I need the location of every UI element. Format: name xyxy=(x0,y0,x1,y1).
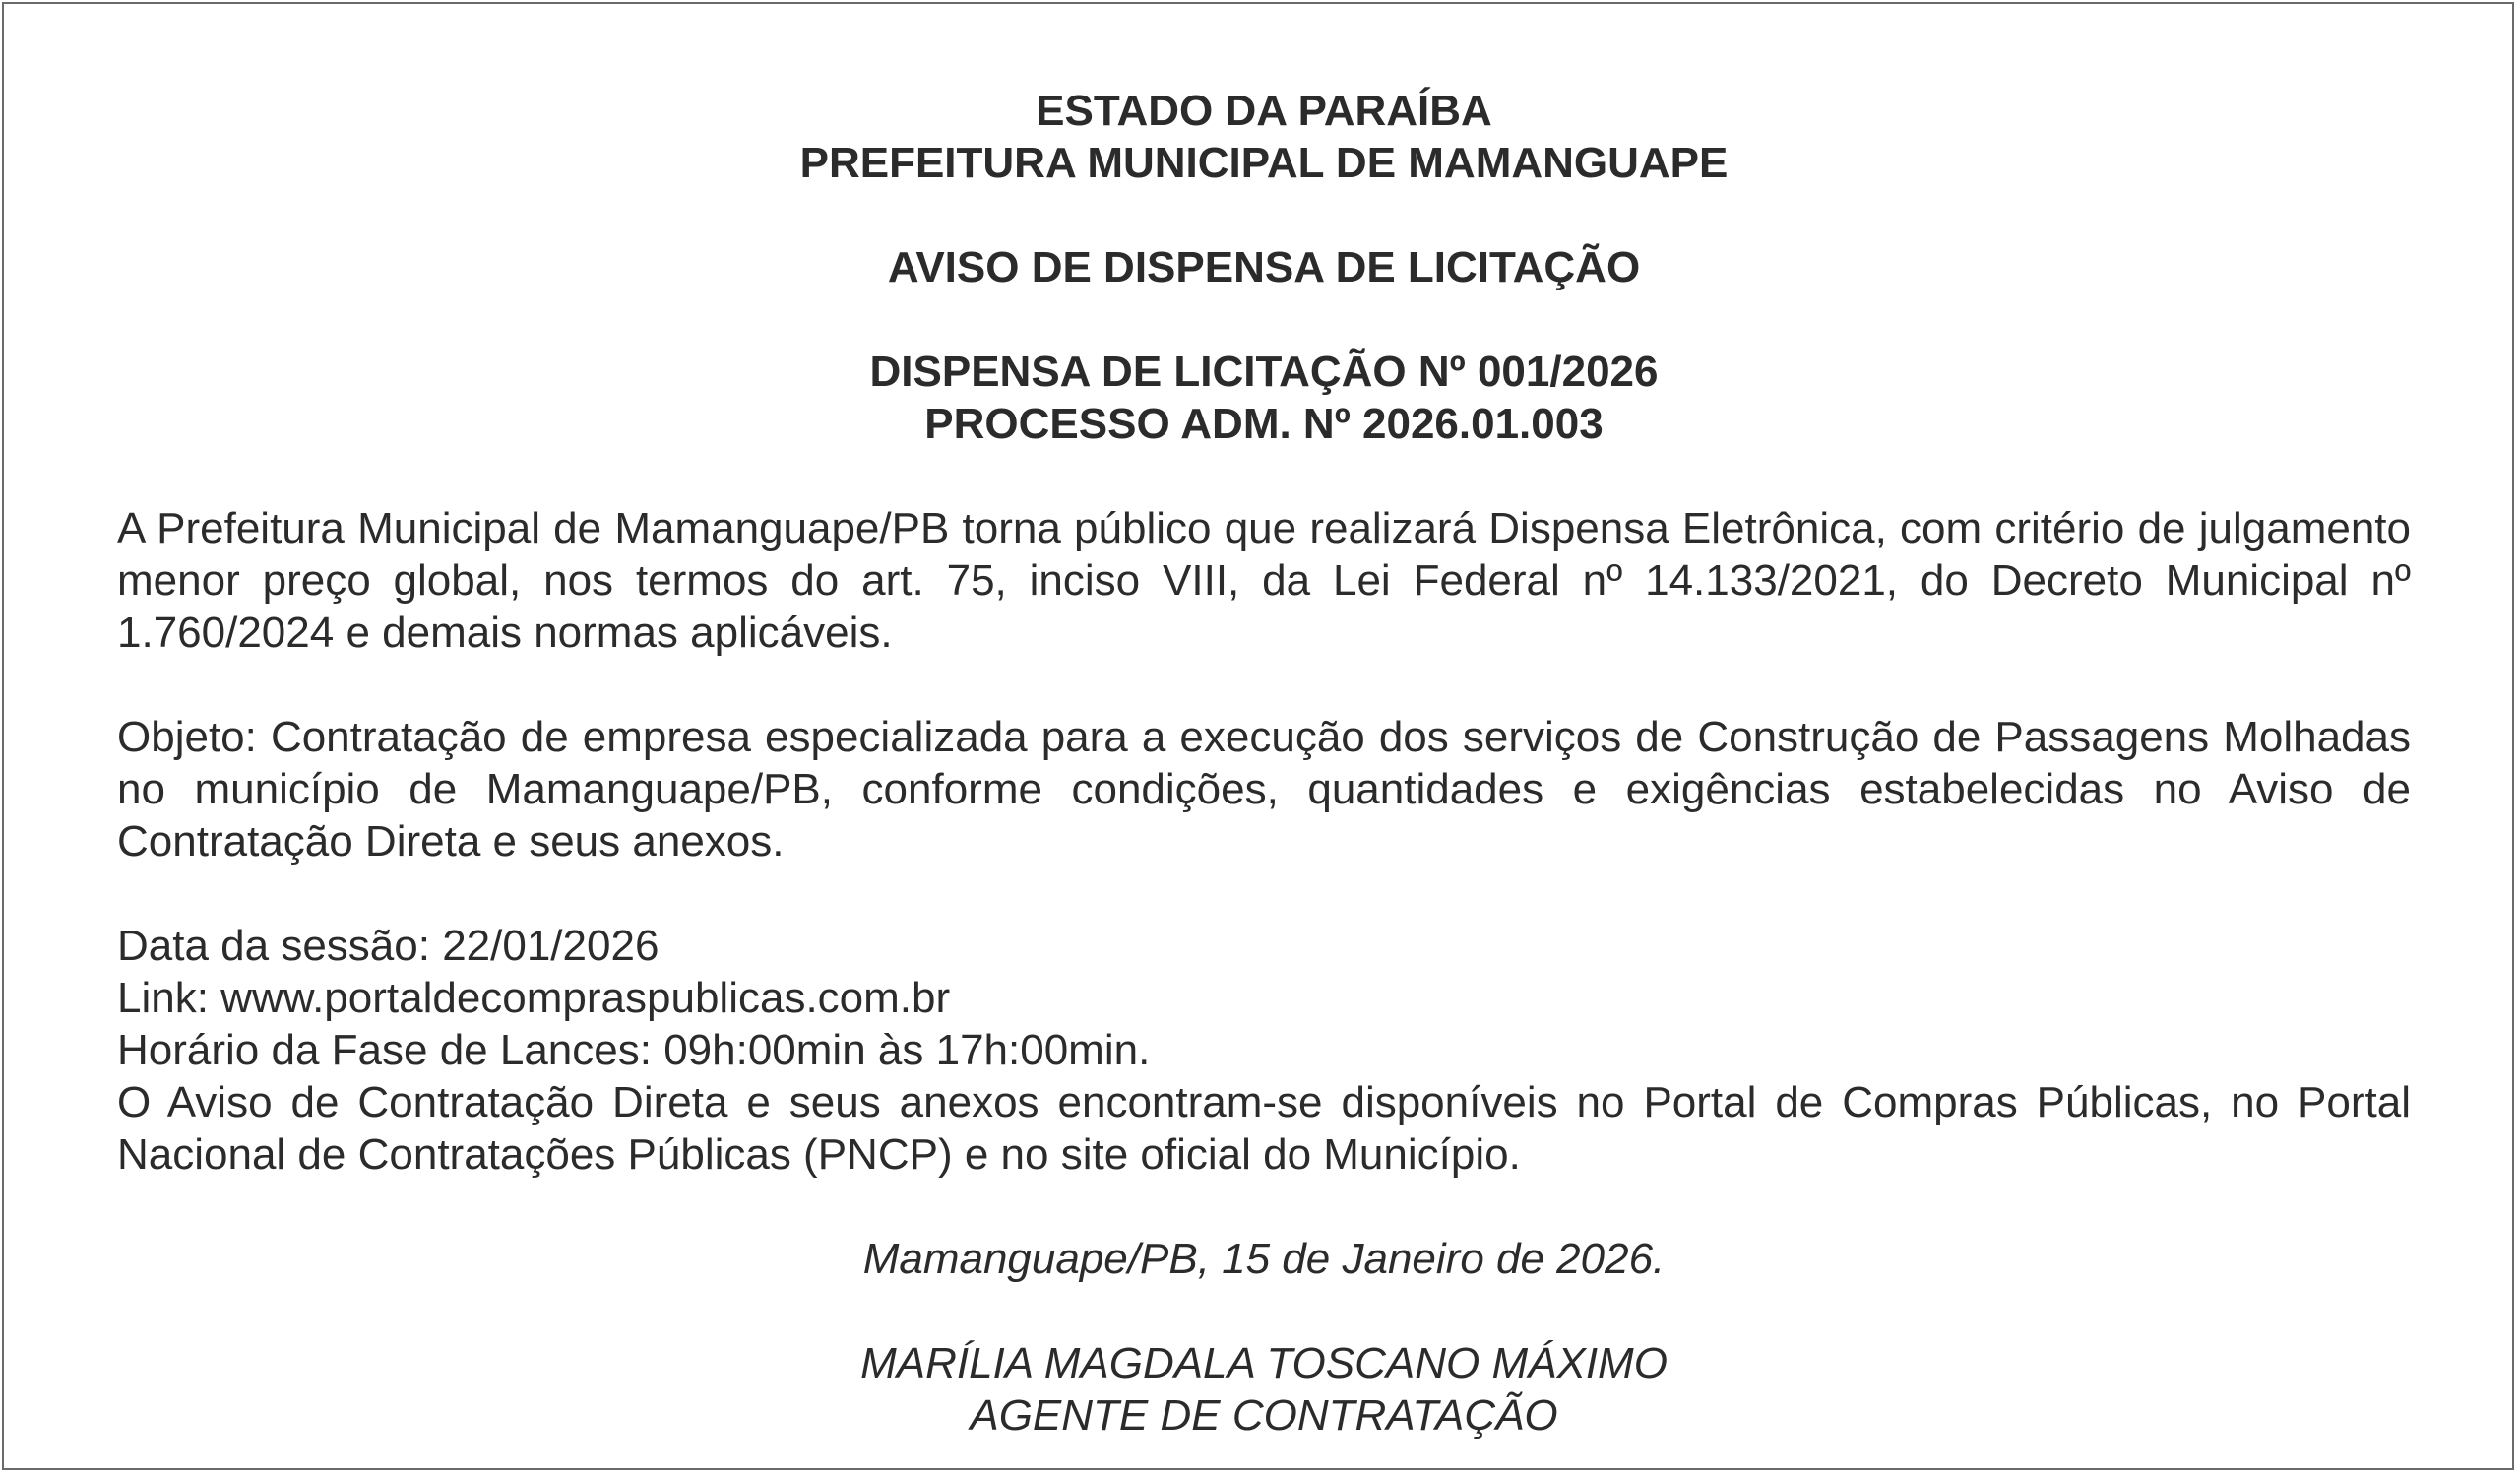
notice-identifiers xyxy=(117,346,2411,450)
session-date: Data da sessão: 22/01/2026 xyxy=(117,922,660,970)
notice-title: AVISO DE DISPENSA DE LICITAÇÃO xyxy=(887,243,1641,291)
state-heading: ESTADO DA PARAÍBA xyxy=(1036,87,1492,135)
objeto-paragraph: Objeto: Contratação de empresa especializada para a execução dos serviços de Construção de Passagens Molhadas no município de Mamanguape/PB, conforme condições, quantidades e exigências estabelecidas no Aviso de Contratação Direta e seus anexos. xyxy=(117,713,2411,866)
signatory-role: AGENTE DE CONTRATAÇÃO xyxy=(970,1391,1558,1440)
availability-paragraph: O Aviso de Contratação Direta e seus anexos encontram-se disponíveis no Portal de Compras Públicas, no Portal Nacional de Contratações Públicas (PNCP) e no site oficial do Município. xyxy=(117,1078,2411,1179)
bid-hours: Horário da Fase de Lances: 09h:00min às 17h:00min. xyxy=(117,1026,1151,1074)
notice-content xyxy=(117,85,2411,1442)
processo-number: PROCESSO ADM. Nº 2026.01.003 xyxy=(924,400,1604,448)
notice-header xyxy=(117,85,2411,189)
signatory-name: MARÍLIA MAGDALA TOSCANO MÁXIMO xyxy=(860,1339,1668,1387)
municipality-heading: PREFEITURA MUNICIPAL DE MAMANGUAPE xyxy=(799,139,1729,187)
intro-paragraph: A Prefeitura Municipal de Mamanguape/PB torna público que realizará Dispensa Eletrônica, com critério de julgamento menor preço global, nos termos do art. 75, inciso VIII, da Lei Federal nº 14.133/2021, do Decreto Municipal nº 1.760/2024 e demais normas aplicáveis. xyxy=(117,504,2411,657)
dispensa-number: DISPENSA DE LICITAÇÃO Nº 001/2026 xyxy=(869,348,1659,396)
signature-block xyxy=(117,1337,2411,1442)
notice-frame xyxy=(2,2,2514,1470)
portal-link: Link: www.portaldecompraspublicas.com.br xyxy=(117,974,951,1022)
details-block xyxy=(117,920,2411,1181)
place-date: Mamanguape/PB, 15 de Janeiro de 2026. xyxy=(862,1235,1666,1283)
